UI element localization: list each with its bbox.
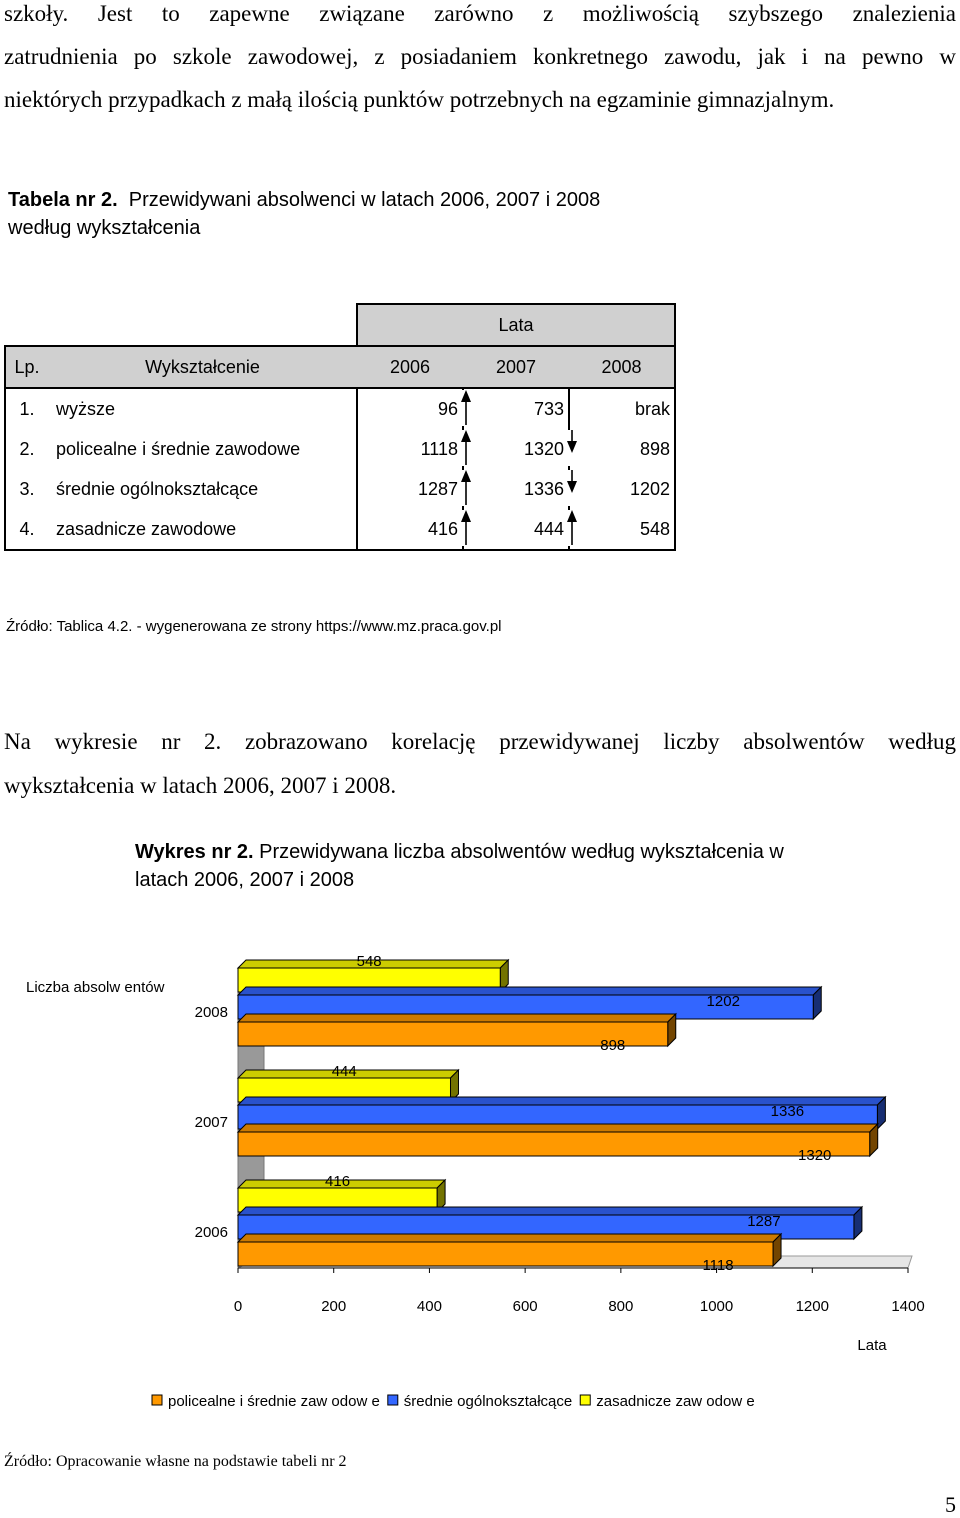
table-group-header-row (5, 304, 675, 346)
page-number: 5 (945, 1492, 956, 1517)
table-cell-2006 (357, 509, 463, 550)
chart-source: Źródło: Opracowanie własne na podstawie tabeli nr 2 (4, 1453, 347, 1470)
chart-x-tick-label: 400 (416, 1298, 442, 1315)
table-caption-text: Przewidywani absolwenci w latach 2006, 2007 i 2008 (128, 189, 601, 211)
chart-caption-text: Przewidywana liczba absolwentów według wykształcenia w (259, 841, 784, 863)
table-cell-education (48, 429, 357, 469)
table-cell-2007 (463, 388, 569, 429)
chart-category-label: 2008 (194, 1004, 228, 1021)
arrow-up-icon (460, 390, 472, 426)
chart-bar-top (238, 1124, 878, 1132)
paragraph-line: szkoły. Jest to zapewne związane zarówno z możliwością szybszego znalezienia (4, 1, 956, 26)
chart-category-label: 2007 (194, 1114, 228, 1131)
table-cell-2006 (357, 429, 463, 469)
chart-data-label: 1336 (770, 1103, 805, 1120)
table-cell-2008-value: 548 (639, 518, 670, 539)
legend-label: policealne i średnie zaw odow e (168, 1393, 380, 1410)
table-cell-2006 (357, 469, 463, 509)
arrow-up-icon (566, 510, 578, 546)
chart-data-label: 1202 (706, 993, 740, 1010)
table-cell-lp (5, 388, 48, 429)
chart-x-axis-title: Lata (857, 1337, 887, 1354)
chart-caption-label: Wykres nr 2. (135, 841, 254, 863)
table-row (5, 388, 675, 429)
table-cell-2008 (569, 429, 675, 469)
body-paragraph-1 (4, 0, 956, 121)
table-cell-2008 (569, 469, 675, 509)
table-source: Źródło: Tablica 4.2. - wygenerowana ze strony https://www.mz.praca.gov.pl (6, 618, 502, 635)
table-cell-2007-value: 733 (533, 398, 564, 419)
chart-x-tick-label: 0 (233, 1298, 243, 1315)
table-cell-lp-value: 3. (19, 478, 35, 499)
legend-swatch (580, 1395, 590, 1405)
table-cell-2007 (463, 429, 569, 469)
chart-x-tick-label: 1200 (795, 1298, 829, 1315)
table-cell-2006-value: 96 (437, 398, 458, 419)
paragraph-line: niektórych przypadkach z małą ilością punktów potrzebnych na egzaminie gimnazjalnym. (4, 87, 835, 112)
legend-swatch (388, 1395, 398, 1405)
chart-data-label: 416 (325, 1173, 351, 1190)
table-cell-education-value: zasadnicze zawodowe (56, 518, 237, 539)
table-header-education: Wykształcenie (48, 346, 357, 388)
arrow-down-icon (566, 470, 578, 506)
table-header-lp: Lp. (5, 346, 48, 388)
table-cell-lp-value: 1. (19, 398, 35, 419)
table-cell-2006 (357, 388, 463, 429)
chart-bar (238, 1242, 773, 1266)
chart-bar (238, 1132, 870, 1156)
table-header-2008: 2008 (569, 346, 675, 388)
chart-x-tick-label: 1400 (891, 1298, 925, 1315)
table-cell-education-value: średnie ogólnokształcące (56, 478, 259, 499)
table-caption (8, 186, 600, 242)
table-row (5, 509, 675, 550)
table-cell-lp (5, 509, 48, 550)
table-cell-2008-value: 898 (639, 438, 670, 459)
table-cell-lp (5, 429, 48, 469)
chart-x-tick-label: 1000 (699, 1298, 734, 1315)
table-cell-education-value: wyższe (56, 398, 116, 419)
chart-x-tick-label: 600 (512, 1298, 538, 1315)
arrow-up-icon (460, 430, 472, 466)
table-cell-lp-value: 4. (19, 518, 35, 539)
table-cell-2006-value: 416 (427, 518, 458, 539)
table-cell-lp-value: 2. (19, 438, 35, 459)
chart-data-label: 444 (331, 1063, 357, 1080)
chart-x-tick-label: 200 (321, 1298, 347, 1315)
chart-data-label: 898 (600, 1037, 626, 1054)
table-header-row (5, 346, 675, 388)
legend-label: średnie ogólnokształcące (403, 1393, 573, 1410)
arrow-down-icon (566, 430, 578, 466)
paragraph-line: zatrudnienia po szkole zawodowej, z posiadaniem konkretnego zawodu, jak i na pewno w (4, 44, 956, 69)
table-cell-2006-value: 1287 (417, 478, 458, 499)
arrow-up-icon (460, 470, 472, 506)
paragraph-line: Na wykresie nr 2. zobrazowano korelację przewidywanej liczby absolwentów według (4, 729, 956, 754)
chart-caption (135, 838, 784, 894)
body-paragraph-2 (4, 720, 956, 808)
table-row (5, 429, 675, 469)
chart-data-label: 548 (356, 953, 382, 970)
table-caption-label: Tabela nr 2. (8, 189, 118, 211)
legend-label: zasadnicze zaw odow e (596, 1393, 755, 1410)
table-cell-2007 (463, 509, 569, 550)
graduates-table (4, 303, 676, 551)
table-row (5, 469, 675, 509)
arrow-up-icon (460, 510, 472, 546)
table-cell-2007-value: 1320 (523, 438, 564, 459)
table-header-blank (5, 304, 357, 346)
chart-data-label: 1118 (702, 1257, 734, 1274)
chart-data-label: 1287 (747, 1213, 781, 1230)
chart-category-label: 2006 (194, 1224, 228, 1241)
chart-bar-top (238, 1014, 676, 1022)
table-cell-education (48, 388, 357, 429)
paragraph-line: wykształcenia w latach 2006, 2007 i 2008. (4, 773, 397, 798)
chart-bar-top (238, 1234, 781, 1242)
table-caption-text-2: według wykształcenia (8, 217, 201, 239)
chart-x-tick-label: 800 (608, 1298, 634, 1315)
graduates-bar-chart (0, 930, 960, 1430)
table-cell-2007-value: 444 (533, 518, 564, 539)
chart-data-label: 1320 (798, 1147, 832, 1164)
table-cell-education-value: policealne i średnie zawodowe (56, 438, 301, 459)
table-cell-2008 (569, 509, 675, 550)
table-cell-2007 (463, 469, 569, 509)
table-header-2007: 2007 (463, 346, 569, 388)
table-cell-2008-value: brak (634, 398, 670, 419)
legend-swatch (152, 1395, 162, 1405)
chart-caption-text-2: latach 2006, 2007 i 2008 (135, 869, 355, 891)
table-cell-education (48, 469, 357, 509)
chart-y-axis-title: Liczba absolw entów (26, 979, 165, 996)
table-header-2006: 2006 (357, 346, 463, 388)
table-cell-2007-value: 1336 (523, 478, 564, 499)
table-cell-2006-value: 1118 (420, 438, 458, 459)
table-cell-lp (5, 469, 48, 509)
table-cell-2008 (569, 388, 675, 429)
table-cell-education (48, 509, 357, 550)
table-cell-2008-value: 1202 (629, 478, 670, 499)
table-header-lata: Lata (357, 304, 675, 346)
